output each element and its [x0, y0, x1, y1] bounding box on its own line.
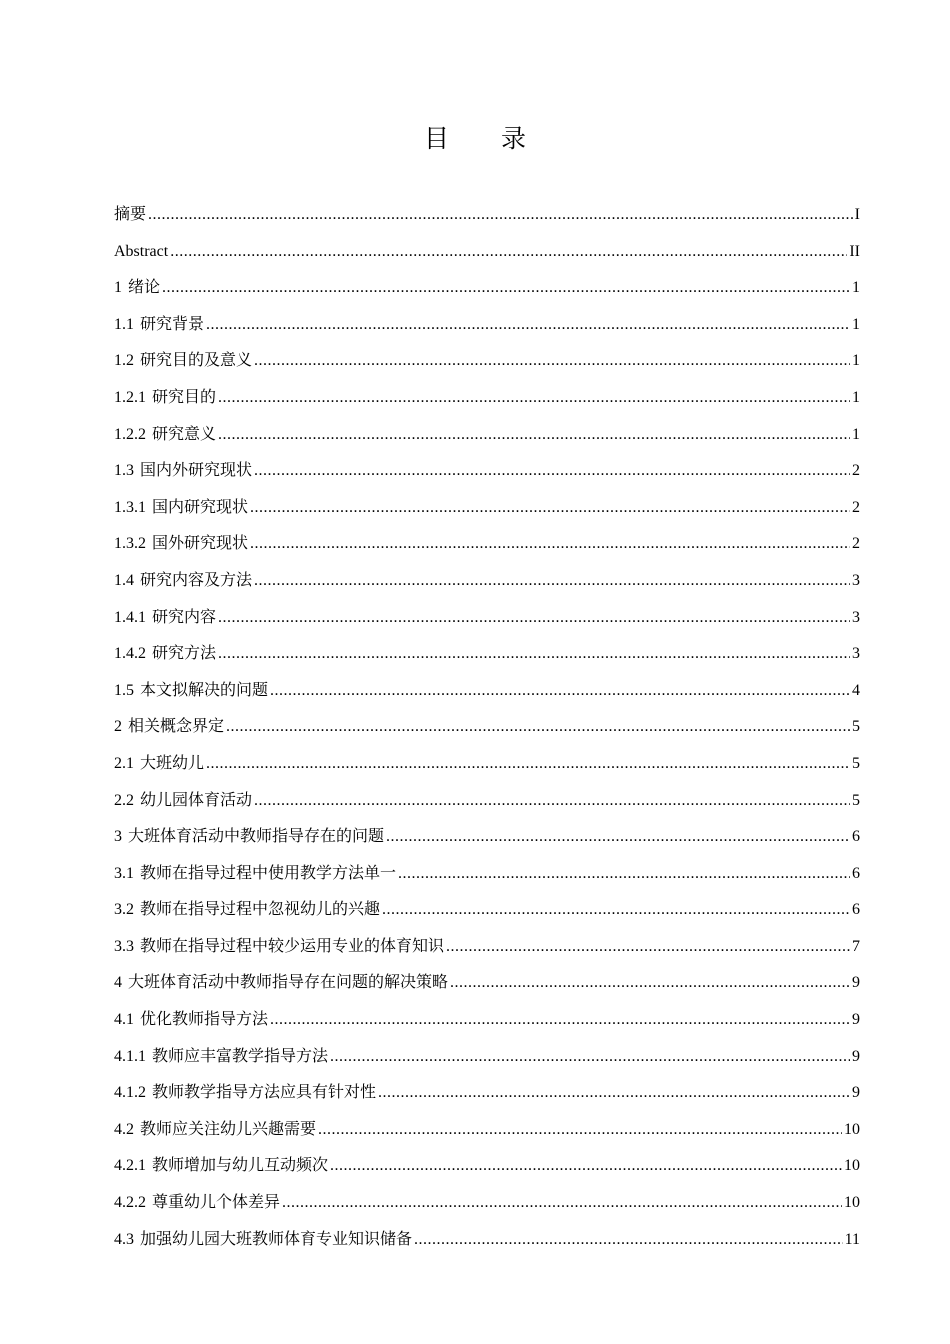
toc-entry[interactable]: [114, 1221, 860, 1258]
toc-leader-dots: [386, 819, 850, 856]
toc-entry[interactable]: [114, 818, 860, 855]
toc-entry-text: 教师在指导过程中忽视幼儿的兴趣: [140, 899, 381, 919]
toc-leader-dots: [330, 1148, 842, 1185]
toc-entry[interactable]: [114, 1074, 860, 1111]
toc-entry-text: 教师应关注幼儿兴趣需要: [140, 1118, 317, 1138]
toc-entry-text: 教师在指导过程中较少运用专业的体育知识: [140, 935, 445, 955]
toc-entry[interactable]: [114, 855, 860, 892]
toc-entry-number: 4: [114, 974, 122, 992]
toc-leader-dots: [270, 673, 850, 710]
toc-entry-label: [114, 782, 252, 820]
toc-entry-text: 摘要: [114, 204, 147, 223]
toc-entry-text: 研究目的: [152, 386, 217, 406]
toc-entry-text: 加强幼儿园大班教师体育专业知识储备: [140, 1228, 413, 1248]
toc-leader-dots: [270, 1002, 850, 1039]
toc-entry-label: [114, 562, 252, 600]
toc-entry[interactable]: [114, 233, 860, 270]
toc-entry-number: 1.4: [114, 571, 134, 589]
toc-entry-number: 4.2.2: [114, 1194, 146, 1212]
toc-entry-label: [114, 1111, 316, 1149]
toc-entry-page: 3: [852, 571, 860, 589]
toc-leader-dots: [250, 490, 850, 527]
toc-entry-label: [114, 306, 204, 344]
toc-entry-page: 1: [852, 279, 860, 297]
toc-entry-page: 5: [852, 791, 860, 809]
toc-entry-text: 研究方法: [152, 643, 217, 663]
toc-leader-dots: [148, 197, 853, 234]
toc-entry-number: 1.1: [114, 315, 134, 333]
toc-entry-label: [114, 855, 396, 893]
toc-entry-number: 1: [114, 279, 122, 297]
toc-entry[interactable]: [114, 1184, 860, 1221]
toc-entry-page: 7: [852, 937, 860, 955]
toc-leader-dots: [378, 1075, 850, 1112]
toc-entry-text: 研究内容及方法: [140, 569, 253, 589]
toc-entry-number: 1.4.1: [114, 608, 146, 626]
toc-entry-text: 研究目的及意义: [140, 350, 253, 370]
toc-entry-page: 1: [852, 425, 860, 443]
toc-entry-label: [114, 1074, 376, 1112]
toc-entry-text: Abstract: [114, 242, 169, 260]
toc-entry-label: [114, 233, 168, 271]
toc-entry-text: 教师教学指导方法应具有针对性: [152, 1082, 377, 1102]
toc-entry-number: 4.3: [114, 1230, 134, 1248]
toc-entry[interactable]: [114, 1038, 860, 1075]
toc-entry-number: 2.1: [114, 754, 134, 772]
toc-entry-number: 1.3.2: [114, 535, 146, 553]
toc-leader-dots: [254, 563, 850, 600]
toc-entry[interactable]: [114, 891, 860, 928]
toc-entry-page: 2: [852, 535, 860, 553]
toc-leader-dots: [206, 746, 850, 783]
toc-entry-label: [114, 196, 146, 233]
toc-entry-text: 尊重幼儿个体差异: [152, 1192, 281, 1212]
toc-entry[interactable]: [114, 599, 860, 636]
toc-entry-label: [114, 635, 216, 673]
toc-entry-text: 优化教师指导方法: [140, 1009, 269, 1029]
toc-entry[interactable]: [114, 269, 860, 306]
toc-entry-page: 10: [844, 1157, 860, 1175]
toc-leader-dots: [162, 270, 850, 307]
toc-entry-page: 6: [852, 828, 860, 846]
toc-entry[interactable]: [114, 452, 860, 489]
toc-entry[interactable]: [114, 708, 860, 745]
toc-entry-number: 3.2: [114, 901, 134, 919]
toc-entry-number: 4.2: [114, 1120, 134, 1138]
toc-entry[interactable]: [114, 379, 860, 416]
toc-entry-number: 4.1: [114, 1011, 134, 1029]
toc-leader-dots: [414, 1222, 843, 1259]
toc-leader-dots: [226, 709, 850, 746]
toc-entry-label: [114, 928, 444, 966]
toc-entry-label: [114, 379, 216, 417]
toc-entry[interactable]: [114, 525, 860, 562]
toc-entry-text: 绪论: [128, 277, 161, 297]
toc-entry-page: 9: [852, 1047, 860, 1065]
toc-entry[interactable]: [114, 1111, 860, 1148]
toc-leader-dots: [382, 892, 850, 929]
toc-entry-number: 1.2.2: [114, 425, 146, 443]
toc-entry-label: [114, 489, 248, 527]
toc-entry-number: 4.1.2: [114, 1084, 146, 1102]
toc-entry-number: 1.5: [114, 681, 134, 699]
toc-entry-text: 相关概念界定: [128, 716, 225, 736]
toc-leader-dots: [318, 1112, 842, 1149]
toc-entry[interactable]: [114, 928, 860, 965]
toc-leader-dots: [206, 307, 850, 344]
toc-leader-dots: [218, 417, 850, 454]
toc-list: [114, 196, 860, 1257]
toc-entry-text: 大班幼儿: [140, 752, 205, 772]
toc-entry-label: [114, 964, 448, 1002]
toc-entry-text: 研究背景: [140, 313, 205, 333]
toc-entry-page: 6: [852, 901, 860, 919]
toc-entry-number: 4.2.1: [114, 1157, 146, 1175]
toc-leader-dots: [254, 783, 850, 820]
toc-entry-label: [114, 1184, 280, 1222]
toc-entry-number: 2.2: [114, 791, 134, 809]
toc-entry-number: 1.2: [114, 352, 134, 370]
toc-entry[interactable]: [114, 782, 860, 819]
toc-entry-page: 5: [852, 718, 860, 736]
toc-entry-number: 3.3: [114, 937, 134, 955]
toc-leader-dots: [282, 1185, 842, 1222]
toc-entry-page: 9: [852, 1084, 860, 1102]
toc-entry-page: 1: [852, 352, 860, 370]
toc-entry-label: [114, 818, 384, 856]
toc-entry-label: [114, 599, 216, 637]
toc-entry-number: 1.4.2: [114, 645, 146, 663]
toc-entry-label: [114, 708, 224, 746]
toc-entry-text: 教师在指导过程中使用教学方法单一: [140, 862, 397, 882]
toc-entry-label: [114, 1221, 412, 1259]
toc-leader-dots: [218, 600, 850, 637]
toc-entry-label: [114, 1001, 268, 1039]
toc-entry-number: 1.3: [114, 462, 134, 480]
toc-entry-label: [114, 891, 380, 929]
toc-entry[interactable]: [114, 489, 860, 526]
toc-leader-dots: [254, 343, 850, 380]
toc-title: 目 录: [424, 124, 548, 153]
toc-entry[interactable]: [114, 562, 860, 599]
toc-entry-text: 大班体育活动中教师指导存在问题的解决策略: [128, 972, 449, 992]
toc-entry-page: 1: [852, 388, 860, 406]
toc-entry-text: 研究内容: [152, 606, 217, 626]
toc-entry-number: 1.3.1: [114, 498, 146, 516]
toc-entry-page: 4: [852, 681, 860, 699]
toc-entry-page: 11: [844, 1230, 860, 1248]
toc-leader-dots: [446, 929, 850, 966]
toc-entry-text: 国内外研究现状: [140, 460, 253, 480]
toc-entry-label: [114, 525, 248, 563]
toc-entry-page: 9: [852, 1011, 860, 1029]
toc-entry-text: 国外研究现状: [152, 533, 249, 553]
toc-entry-text: 本文拟解决的问题: [140, 679, 269, 699]
toc-leader-dots: [218, 636, 850, 673]
toc-entry-page: 9: [852, 974, 860, 992]
toc-entry[interactable]: [114, 745, 860, 782]
toc-entry-number: 3.1: [114, 864, 134, 882]
toc-entry-page: II: [849, 242, 860, 260]
toc-entry-page: 3: [852, 608, 860, 626]
toc-entry[interactable]: [114, 635, 860, 672]
toc-entry-label: [114, 672, 268, 710]
toc-entry-label: [114, 1147, 328, 1185]
toc-entry-number: 1.2.1: [114, 388, 146, 406]
toc-entry-text: 研究意义: [152, 423, 217, 443]
toc-entry-label: [114, 745, 204, 783]
toc-entry-page: 6: [852, 864, 860, 882]
toc-entry-number: 2: [114, 718, 122, 736]
toc-entry[interactable]: [114, 964, 860, 1001]
toc-entry-label: [114, 269, 160, 307]
toc-entry-page: 5: [852, 754, 860, 772]
toc-leader-dots: [250, 526, 850, 563]
toc-entry-page: 10: [844, 1120, 860, 1138]
toc-entry-number: 3: [114, 828, 122, 846]
toc-entry-number: 4.1.1: [114, 1047, 146, 1065]
toc-entry-page: 3: [852, 645, 860, 663]
toc-entry-page: I: [854, 206, 860, 223]
toc-entry-label: [114, 452, 252, 490]
toc-leader-dots: [254, 453, 850, 490]
toc-leader-dots: [218, 380, 850, 417]
toc-leader-dots: [398, 856, 850, 893]
toc-entry[interactable]: [114, 416, 860, 453]
toc-entry-text: 教师增加与幼儿互动频次: [152, 1155, 329, 1175]
toc-leader-dots: [330, 1039, 850, 1076]
toc-leader-dots: [170, 234, 847, 271]
toc-entry-text: 幼儿园体育活动: [140, 789, 253, 809]
toc-entry-text: 大班体育活动中教师指导存在的问题: [128, 826, 385, 846]
toc-entry-page: 2: [852, 498, 860, 516]
toc-entry-label: [114, 342, 252, 380]
toc-entry-label: [114, 416, 216, 454]
toc-leader-dots: [450, 965, 850, 1002]
toc-entry-page: 2: [852, 462, 860, 480]
toc-entry[interactable]: [114, 306, 860, 343]
toc-entry-page: 1: [852, 315, 860, 333]
toc-entry-page: 10: [844, 1194, 860, 1212]
toc-entry[interactable]: [114, 1147, 860, 1184]
toc-entry-label: [114, 1038, 328, 1076]
toc-entry[interactable]: [114, 196, 860, 233]
toc-entry-text: 国内研究现状: [152, 496, 249, 516]
toc-entry[interactable]: [114, 1001, 860, 1038]
toc-entry[interactable]: [114, 672, 860, 709]
toc-entry-text: 教师应丰富教学指导方法: [152, 1045, 329, 1065]
toc-entry[interactable]: [114, 342, 860, 379]
